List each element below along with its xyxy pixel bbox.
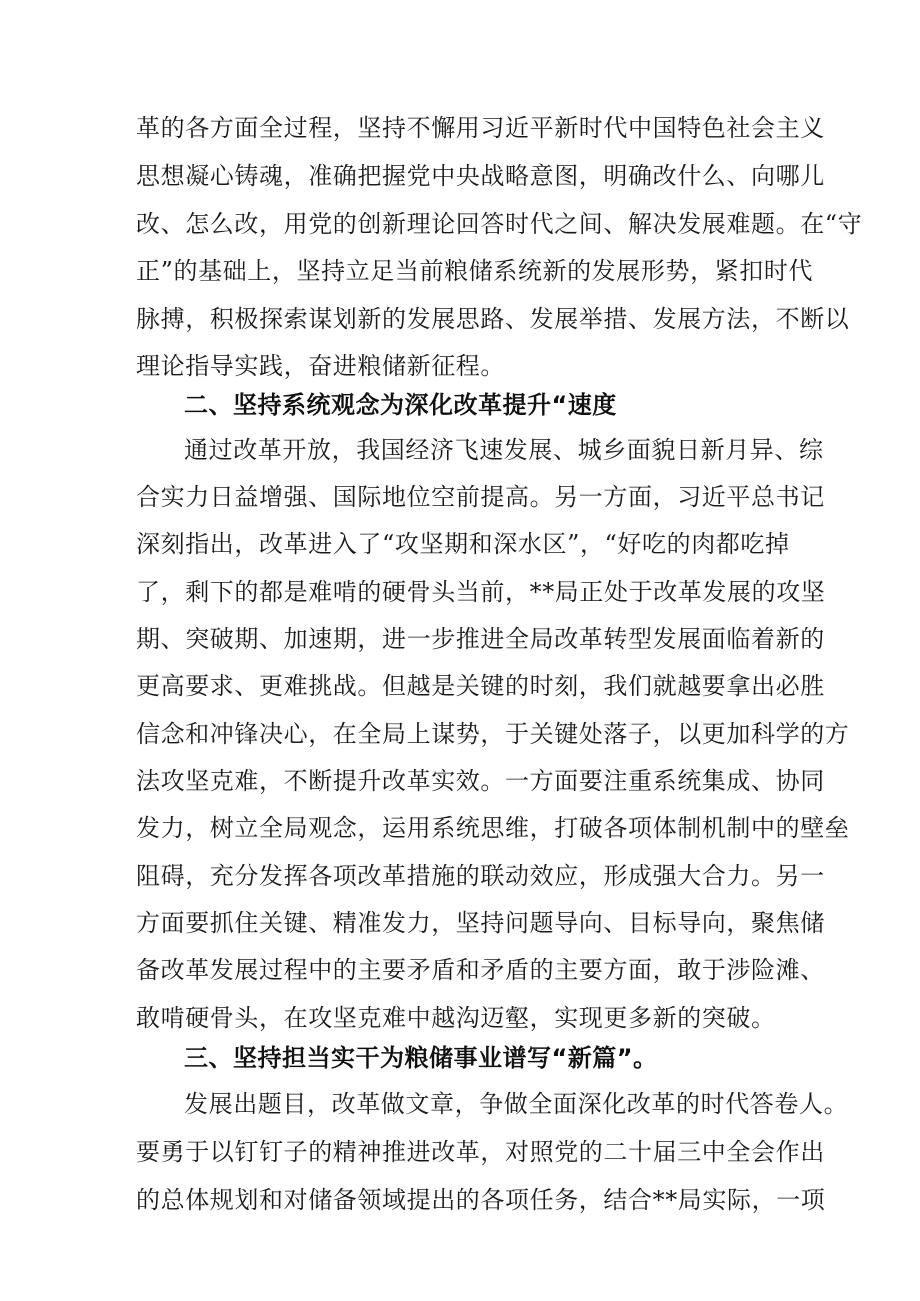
- paragraph-3-line-1: 发展出题目，改革做文章，争做全面深化改革的时代答卷人。: [184, 1090, 849, 1118]
- paragraph-2-line-11: 方面要抓住关键、精准发力，坚持问题导向、目标导向，聚焦储: [136, 909, 825, 937]
- paragraph-1-line-4: 正”的基础上，坚持立足当前粮储系统新的发展形势，紧扣时代: [136, 257, 814, 285]
- paragraph-2-line-8: 法攻坚克难，不断提升改革实效。一方面要注重系统集成、协同: [136, 767, 825, 795]
- paragraph-2-line-3: 深刻指出，改革进入了“攻坚期和深水区”，“好吃的肉都吃掉: [136, 530, 790, 558]
- paragraph-2-line-2: 合实力日益增强、国际地位空前提高。另一方面，习近平总书记: [136, 483, 825, 511]
- paragraph-3-line-2: 要勇于以钉钉子的精神推进改革，对照党的二十届三中全会作出: [136, 1138, 825, 1166]
- paragraph-3-line-3: 的总体规划和对储备领域提出的各项任务，结合**局实际，一项: [136, 1186, 826, 1214]
- paragraph-1-line-2: 思想凝心铸魂，准确把握党中央战略意图，明确改什么、向哪儿: [136, 162, 825, 190]
- paragraph-1-line-5: 脉搏，积极探索谋划新的发展思路、发展举措、发展方法，不断以: [136, 305, 850, 333]
- paragraph-2-line-12: 备改革发展过程中的主要矛盾和矛盾的主要方面，敢于涉险滩、: [136, 956, 825, 984]
- paragraph-1-line-1: 革的各方面全过程，坚持不懈用习近平新时代中国特色社会主义: [136, 114, 825, 142]
- paragraph-2-line-4: 了，剩下的都是难啃的硬骨头当前，**局正处于改革发展的攻坚: [136, 578, 826, 606]
- paragraph-2-line-7: 信念和冲锋决心，在全局上谋势，于关键处落子，以更加科学的方: [136, 720, 850, 748]
- section-heading-2: 二、坚持系统观念为深化改革提升“速度: [184, 391, 617, 419]
- paragraph-2-line-10: 阻碍，充分发挥各项改革措施的联动效应，形成强大合力。另一: [136, 862, 825, 890]
- paragraph-1-line-6: 理论指导实践，奋进粮储新征程。: [136, 352, 505, 380]
- paragraph-1-line-3: 改、怎么改，用党的创新理论回答时代之间、解决发展难题。在“守: [136, 210, 863, 238]
- paragraph-2-line-13: 敢啃硬骨头，在攻坚克难中越沟迈壑，实现更多新的突破。: [136, 1004, 776, 1032]
- paragraph-2-line-9: 发力，树立全局观念，运用系统思维，打破各项体制机制中的壁垒: [136, 814, 850, 842]
- paragraph-2-line-6: 更高要求、更难挑战。但越是关键的时刻，我们就越要拿出必胜: [136, 672, 825, 700]
- paragraph-2-line-1: 通过改革开放，我国经济飞速发展、城乡面貌日新月异、综: [184, 436, 824, 464]
- section-heading-3: 三、坚持担当实干为粮储事业谱写“新篇”。: [184, 1044, 658, 1072]
- paragraph-2-line-5: 期、突破期、加速期，进一步推进全局改革转型发展面临着新的: [136, 625, 825, 653]
